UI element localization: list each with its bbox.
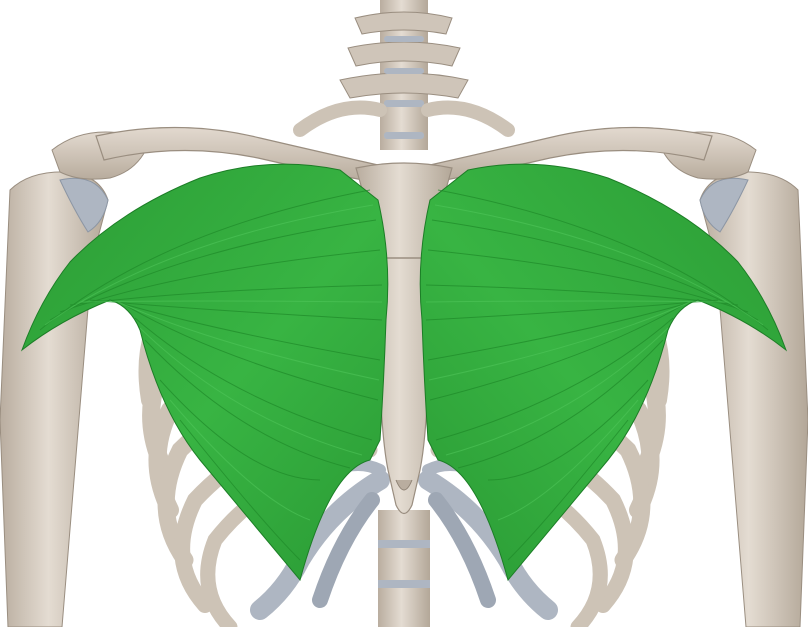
- right-humerus: [700, 172, 808, 627]
- left-humerus: [0, 172, 108, 627]
- thoracic-spine: [378, 510, 430, 627]
- cervical-spine: [340, 0, 468, 150]
